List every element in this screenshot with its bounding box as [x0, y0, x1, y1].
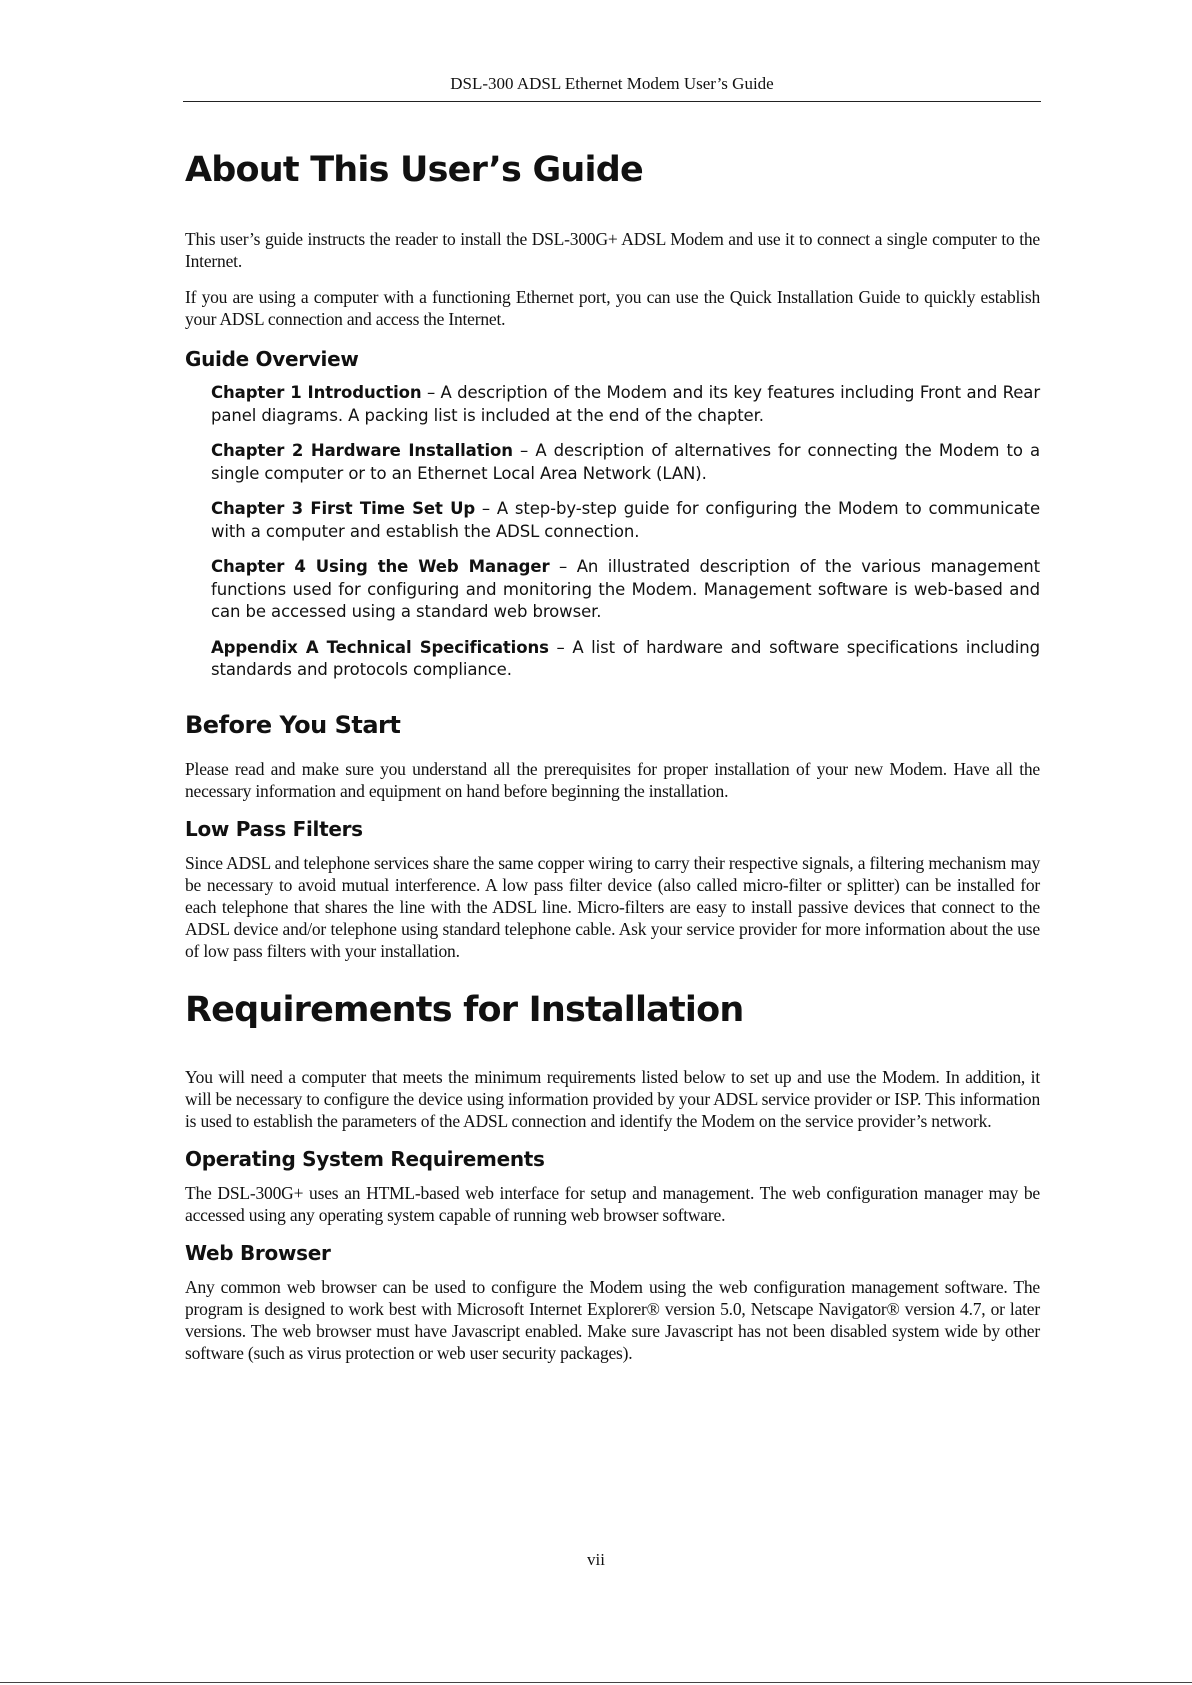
- chapter-list: [211, 382, 1040, 682]
- requirements-paragraph: You will need a computer that meets the minimum requirements listed below to set up and use the Modem. In addition, it will be necessary to configure the device using information provided by your ADSL service provider or ISP. This information is used to establish the parameters of the ADSL connection and identify the Modem on the service provider’s network.: [185, 1066, 1040, 1131]
- os-requirements-paragraph: The DSL-300G+ uses an HTML-based web interface for setup and management. The web configuration manager may be accessed using any operating system capable of running web browser software.: [185, 1182, 1040, 1225]
- chapter-item: [211, 498, 1040, 543]
- requirements-heading: Requirements for Installation: [185, 989, 744, 1030]
- web-browser-heading: Web Browser: [185, 1240, 331, 1265]
- page-number: vii: [587, 1550, 605, 1569]
- chapter-item: [211, 556, 1040, 624]
- about-heading: About This User’s Guide: [185, 150, 643, 190]
- chapter-title: Chapter 3 First Time Set Up: [211, 499, 476, 518]
- web-browser-paragraph: Any common web browser can be used to configure the Modem using the web configuration management software. The program is designed to work best with Microsoft Internet Explorer® version 5.0, Netscape Navigator® version 4.7, or later versions. The web browser must have Javascript enabled. Make sure Javascript has not been disabled system wide by other software (such as virus protection or web user security packages).: [185, 1276, 1040, 1363]
- chapter-item: [211, 440, 1040, 485]
- chapter-description: – A list of hardware and software specifications including standards and protocols compliance.: [211, 637, 1040, 679]
- about-paragraph-2: If you are using a computer with a functioning Ethernet port, you can use the Quick Installation Guide to quickly establish your ADSL connection and access the Internet.: [185, 287, 1040, 329]
- chapter-description: – A description of the Modem and its key features including Front and Rear panel diagrams. A packing list is included at the end of the chapter.: [211, 383, 1040, 425]
- chapter-title: Chapter 4 Using the Web Manager: [211, 557, 550, 576]
- about-paragraph-1: This user’s guide instructs the reader to install the DSL-300G+ ADSL Modem and use it to connect a single computer to the Internet.: [185, 229, 1040, 271]
- chapter-title: Appendix A Technical Specifications: [211, 637, 549, 657]
- bottom-divider: [0, 1682, 1192, 1683]
- before-you-start-heading: Before You Start: [185, 710, 401, 739]
- chapter-description: – An illustrated description of the various management functions used for configuring and monitoring the Modem. Management software is web-based and can be accessed using a standard web browser.: [211, 557, 1040, 621]
- low-pass-filters-paragraph: Since ADSL and telephone services share the same copper wiring to carry their respective signals, a filtering mechanism may be necessary to avoid mutual interference. A low pass filter device (also called micro-filter or splitter) can be installed for each telephone that shares the line with the ADSL line. Micro-filters are easy to install passive devices that connect to the ADSL device and/or telephone using standard telephone cable. Ask your service provider for more information about the use of low pass filters with your installation.: [185, 852, 1040, 961]
- chapter-description: – A step-by-step guide for configuring the Modem to communicate with a computer and establish the ADSL connection.: [211, 499, 1040, 541]
- chapter-title: Chapter 2 Hardware Installation: [211, 441, 513, 460]
- before-you-start-paragraph: Please read and make sure you understand all the prerequisites for proper installation of your new Modem. Have all the necessary information and equipment on hand before beginning the installation.: [185, 758, 1040, 801]
- guide-overview-heading: Guide Overview: [185, 347, 359, 371]
- chapter-title: Chapter 1 Introduction: [211, 383, 422, 402]
- os-requirements-heading: Operating System Requirements: [185, 1146, 545, 1171]
- chapter-item: [211, 637, 1040, 682]
- chapter-description: – A description of alternatives for connecting the Modem to a single computer or to an Ethernet Local Area Network (LAN).: [211, 441, 1040, 483]
- low-pass-filters-heading: Low Pass Filters: [185, 816, 363, 841]
- page-content: [185, 148, 1040, 1378]
- chapter-item: [211, 382, 1040, 427]
- running-header: DSL-300 ADSL Ethernet Modem User’s Guide: [183, 73, 1041, 102]
